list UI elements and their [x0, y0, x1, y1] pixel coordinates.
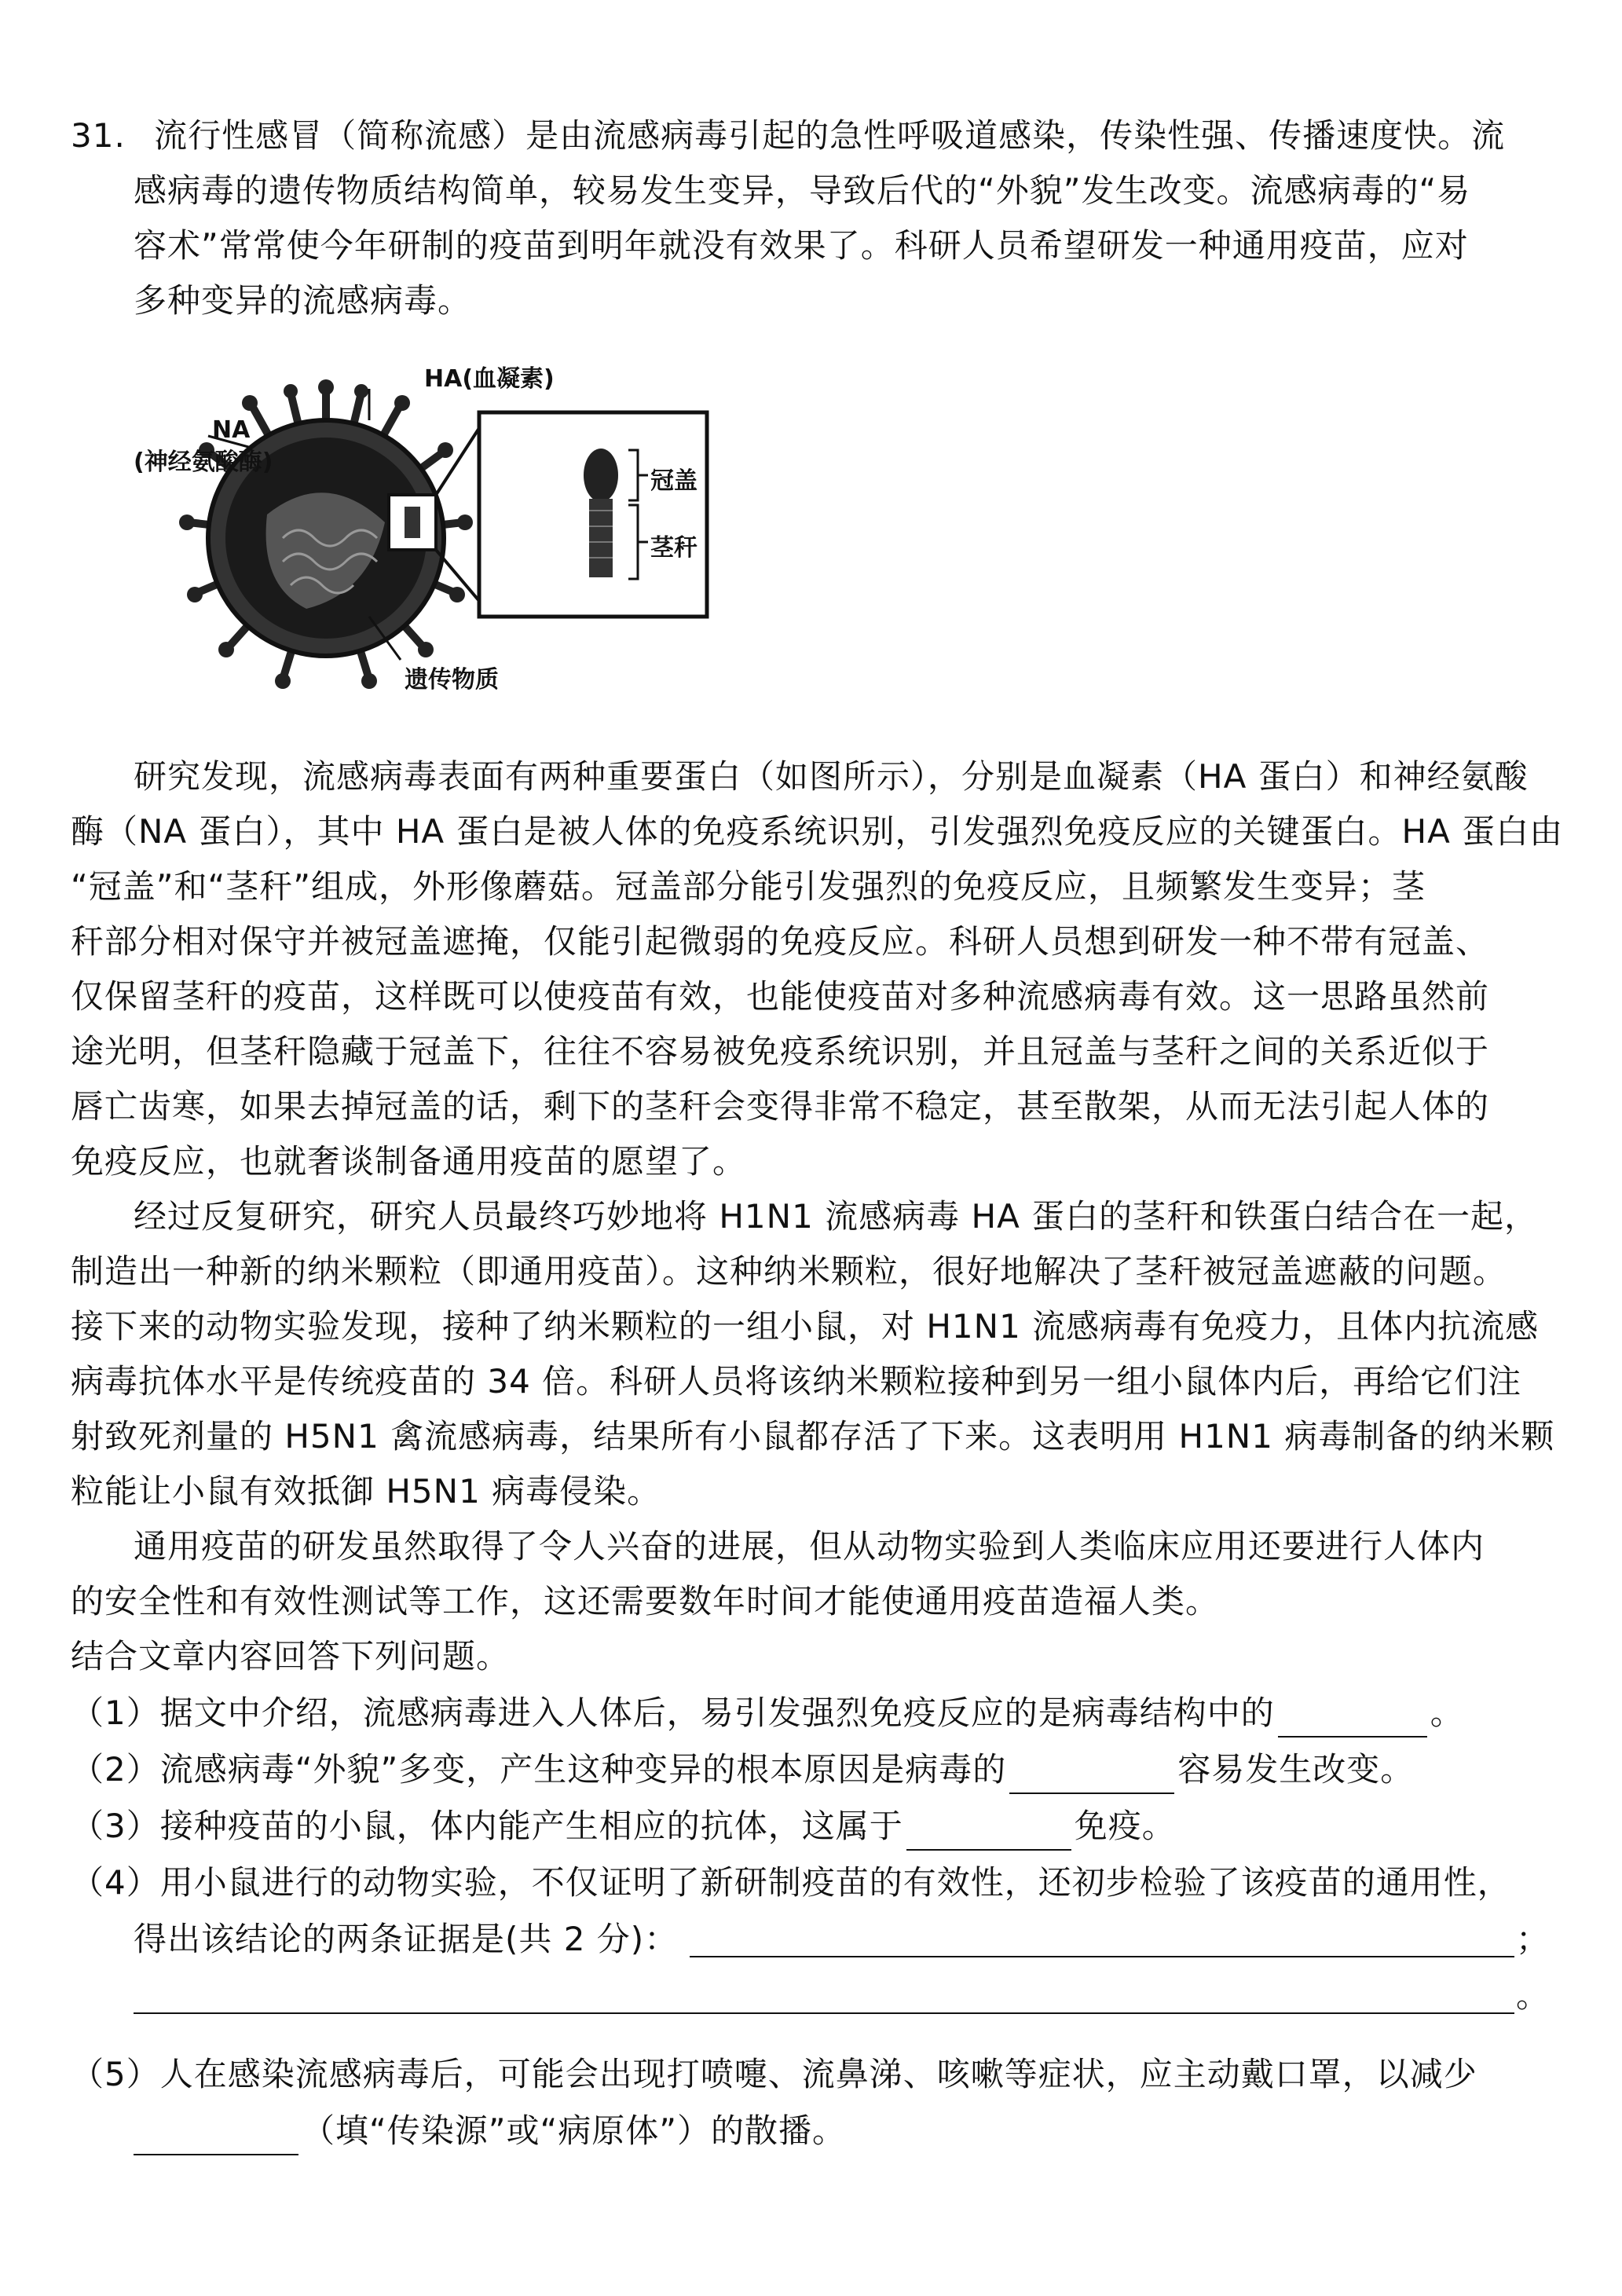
- q1-text: （1）据文中介绍，流感病毒进入人体后，易引发强烈免疫反应的是病毒结构中的: [71, 1694, 1275, 1732]
- subquestion-2: [71, 1745, 1414, 1794]
- p3-line-2: 的安全性和有效性测试等工作，这还需要数年时间才能使通用疫苗造福人类。: [71, 1582, 1220, 1620]
- p1-line-5: 仅保留茎秆的疫苗，这样既可以使疫苗有效，也能使疫苗对多种流感病毒有效。这一思路虽然前: [71, 977, 1490, 1016]
- intro-line-3: 容术”常常使今年研制的疫苗到明年就没有效果了。科研人员希望研发一种通用疫苗，应对: [134, 226, 1469, 265]
- q2-text: （2）流感病毒“外貌”多变，产生这种变异的根本原因是病毒的: [71, 1750, 1007, 1789]
- p1-line-8: 免疫反应，也就奢谈制备通用疫苗的愿望了。: [71, 1142, 747, 1181]
- p2-line-6: 粒能让小鼠有效抵御 H5N1 病毒侵染。: [71, 1472, 661, 1511]
- q5-answer-blank[interactable]: [134, 2122, 298, 2155]
- p1-line-4: 秆部分相对保守并被冠盖遮掩，仅能引起微弱的免疫反应。科研人员想到研发一种不带有冠盖、: [71, 922, 1490, 961]
- p2-line-2: 制造出一种新的纳米颗粒（即通用疫苗）。这种纳米颗粒，很好地解决了茎秆被冠盖遮蔽的问题。: [71, 1252, 1507, 1291]
- p1-line-2: 酶（NA 蛋白），其中 HA 蛋白是被人体的免疫系统识别，引发强烈免疫反应的关键蛋白。HA 蛋白由: [71, 812, 1564, 851]
- q1-end: 。: [1430, 1694, 1464, 1732]
- subquestion-5-line-1: （5）人在感染流感病毒后，可能会出现打喷嚏、流鼻涕、咳嗽等症状，应主动戴口罩，以减少: [71, 2055, 1477, 2093]
- na-full-label: (神经氨酸酶): [134, 449, 273, 476]
- subquestion-1: [71, 1689, 1464, 1738]
- p1-line-6: 途光明，但茎秆隐藏于冠盖下，往往不容易被免疫系统识别，并且冠盖与茎秆之间的关系近似于: [71, 1032, 1490, 1071]
- p3-line-1: 通用疫苗的研发虽然取得了令人兴奋的进展，但从动物实验到人类临床应用还要进行人体内: [134, 1527, 1485, 1565]
- p2-line-5: 射致死剂量的 H5N1 禽流感病毒，结果所有小鼠都存活了下来。这表明用 H1N1 病毒制备的纳米颗: [71, 1417, 1555, 1456]
- p1-line-7: 唇亡齿寒，如果去掉冠盖的话，剩下的茎秆会变得非常不稳定，甚至散架，从而无法引起人体的: [71, 1087, 1490, 1126]
- subquestion-5-line-2: [134, 2107, 846, 2155]
- virus-figure: [134, 357, 730, 703]
- cap-label: 冠盖: [650, 467, 697, 495]
- intro-line-4: 多种变异的流感病毒。: [134, 281, 472, 320]
- subquestion-4-line-2: 得出该结论的两条证据是(共 2 分)：: [134, 1920, 679, 1958]
- intro-line-2: 感病毒的遗传物质结构简单，较易发生变异，导致后代的“外貌”发生改变。流感病毒的“易: [134, 171, 1471, 210]
- q3-text: （3）接种疫苗的小鼠，体内能产生相应的抗体，这属于: [71, 1807, 903, 1845]
- q4-answer-blank-1[interactable]: [690, 1954, 1514, 1957]
- question-number: 31.: [71, 116, 126, 155]
- question-first-line: [71, 112, 1505, 160]
- stem-label: 茎秆: [650, 534, 697, 562]
- q1-answer-blank[interactable]: [1278, 1705, 1427, 1738]
- genetic-material-label: 遗传物质: [405, 666, 499, 694]
- q2-end: 容易发生改变。: [1177, 1750, 1415, 1789]
- na-label: NA: [212, 416, 251, 444]
- questions-prompt: 结合文章内容回答下列问题。: [71, 1637, 511, 1675]
- q5-text: （填“传染源”或“病原体”）的散播。: [302, 2111, 847, 2150]
- p2-line-1: 经过反复研究，研究人员最终巧妙地将 H1N1 流感病毒 HA 蛋白的茎秆和铁蛋白结合在一起，: [134, 1197, 1539, 1236]
- q3-answer-blank[interactable]: [906, 1818, 1071, 1851]
- q3-end: 免疫。: [1074, 1807, 1176, 1845]
- p1-line-3: “冠盖”和“茎秆”组成，外形像蘑菇。冠盖部分能引发强烈的免疫反应，且频繁发生变异；茎: [71, 867, 1426, 906]
- q4-end-1: ；: [1516, 1920, 1551, 1958]
- q4-end-2: 。: [1516, 1976, 1551, 2015]
- q2-answer-blank[interactable]: [1009, 1761, 1174, 1794]
- subquestion-3: [71, 1802, 1176, 1851]
- subquestion-4-line-1: （4）用小鼠进行的动物实验，不仅证明了新研制疫苗的有效性，还初步检验了该疫苗的通用性，: [71, 1863, 1511, 1902]
- q4-answer-blank-2[interactable]: [134, 2011, 1514, 2014]
- p2-line-3: 接下来的动物实验发现，接种了纳米颗粒的一组小鼠，对 H1N1 流感病毒有免疫力，且体内抗流感: [71, 1307, 1540, 1346]
- p1-line-1: 研究发现，流感病毒表面有两种重要蛋白（如图所示），分别是血凝素（HA 蛋白）和神经氨酸: [134, 757, 1529, 796]
- virus-illustration: [134, 357, 730, 703]
- intro-line-1: 流行性感冒（简称流感）是由流感病毒引起的急性呼吸道感染，传染性强、传播速度快。流: [154, 116, 1506, 155]
- ha-label: HA(血凝素): [424, 365, 555, 393]
- p2-line-4: 病毒抗体水平是传统疫苗的 34 倍。科研人员将该纳米颗粒接种到另一组小鼠体内后，再给它们注: [71, 1362, 1522, 1401]
